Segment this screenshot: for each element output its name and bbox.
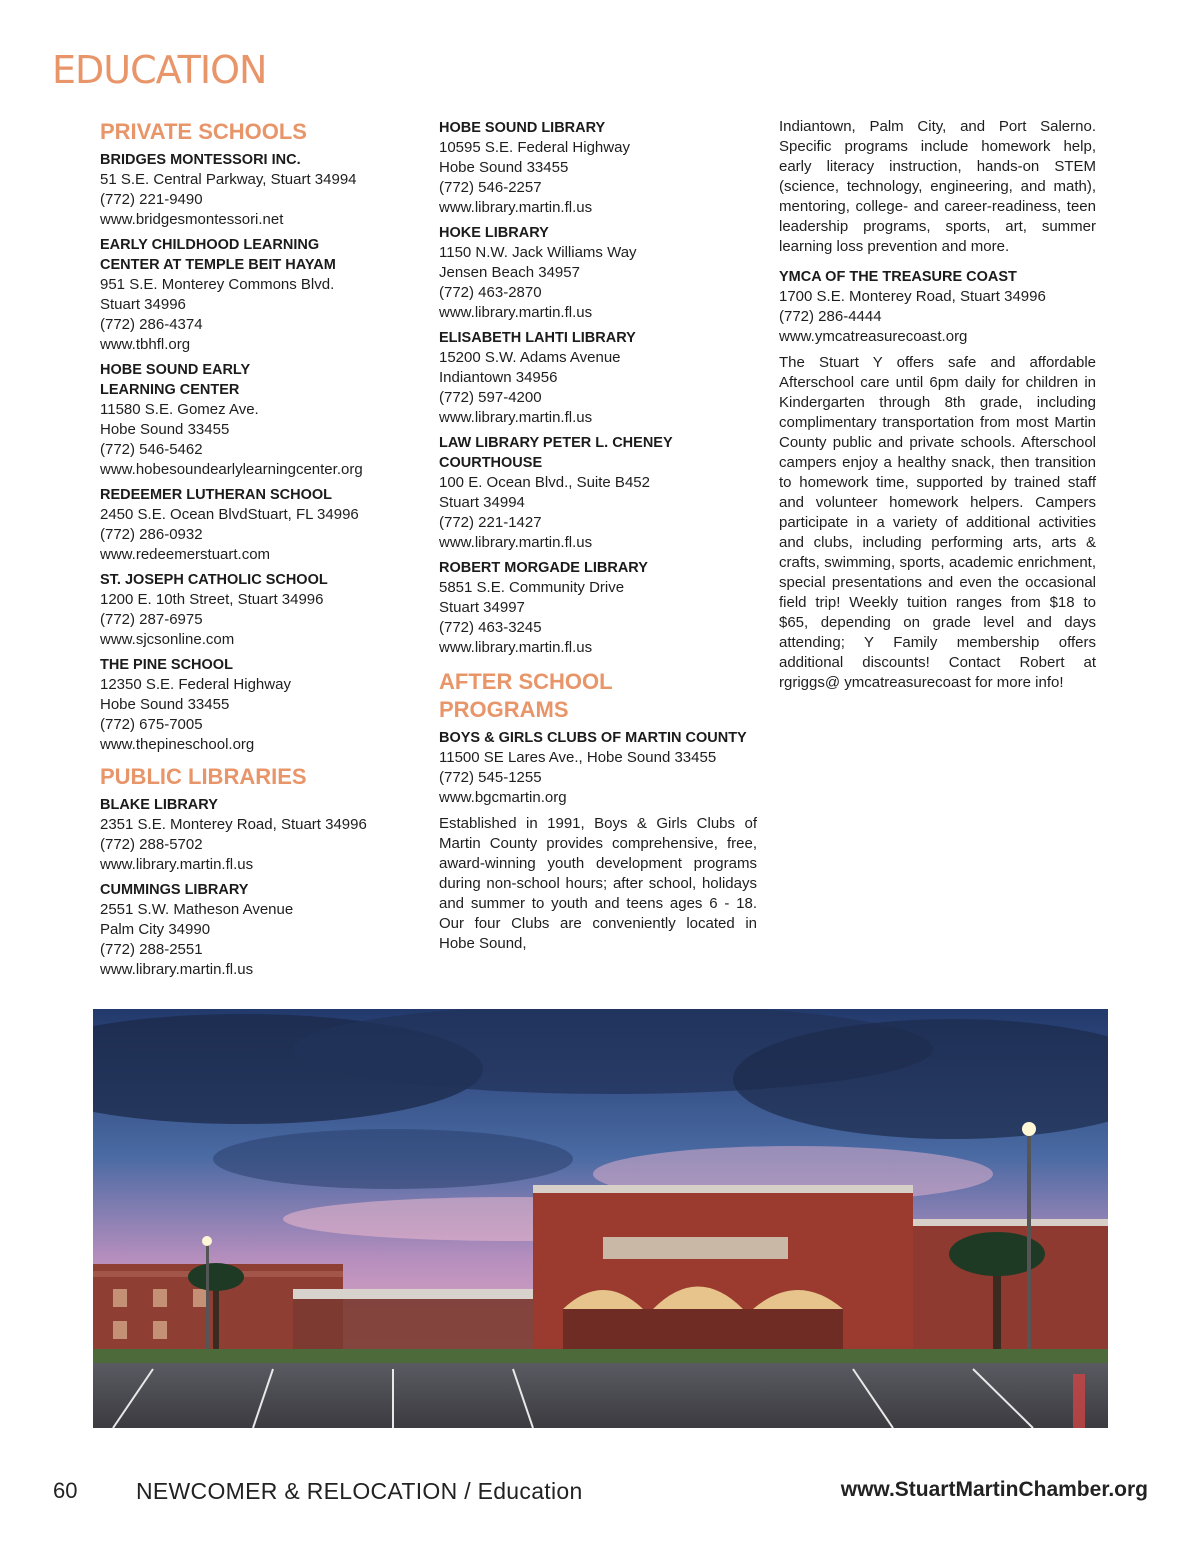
ymca-paragraph: The Stuart Y offers safe and affordable Afterschool care until 6pm daily for children in Kindergarten through 8th grade, including complimentary transportation from most Martin County public and private schools. Afterschool campers enjoy a healthy snack, then transition to homework time, supported by trained staff and volunteer homework helpers. Campers participate in a variety of additional activities and clubs, including performing arts, arts & crafts, swimming, sports, academic enrichment, special presentations and even the occasional field trip! Weekly tuition ranges from $18 to $65, depending on grade level and days attending; Y Family membership offers additional discounts! Contact Robert at rgriggs@ ymcatreasurecoast for more info! xyxy=(779,354,1096,691)
column-3 xyxy=(779,118,1096,703)
entry-name: THE PINE SCHOOL xyxy=(100,657,233,673)
school-building-photo xyxy=(93,1009,1108,1428)
entry-name: LAW LIBRARY PETER L. CHENEY xyxy=(439,435,673,451)
entry-detail: (772) 221-1427 xyxy=(439,514,542,531)
entry-detail: 2351 S.E. Monterey Road, Stuart 34996 xyxy=(100,816,367,833)
entry-name: LEARNING CENTER xyxy=(100,382,240,398)
entry-detail: (772) 463-2870 xyxy=(439,284,542,301)
entry-detail: Jensen Beach 34957 xyxy=(439,264,580,281)
private-schools-list xyxy=(100,150,420,755)
entry-name: CUMMINGS LIBRARY xyxy=(100,882,249,898)
entry-detail: (772) 463-3245 xyxy=(439,619,542,636)
entry-website-link[interactable]: www.library.martin.fl.us xyxy=(439,199,593,216)
entry-website-link[interactable]: www.library.martin.fl.us xyxy=(100,856,254,873)
entry-name: HOBE SOUND EARLY xyxy=(100,362,251,378)
page-number: 60 xyxy=(53,1478,78,1503)
page-title: EDUCATION xyxy=(52,48,267,92)
entry-detail: (772) 287-6975 xyxy=(100,611,203,628)
directory-entry xyxy=(439,433,757,553)
directory-entry xyxy=(100,570,420,650)
entry-name: HOBE SOUND LIBRARY xyxy=(439,120,606,136)
entry-website-link[interactable]: www.hobesoundearlylearningcenter.org xyxy=(100,461,363,478)
entry-website-link[interactable]: www.library.martin.fl.us xyxy=(100,961,254,978)
entry-detail: 15200 S.W. Adams Avenue xyxy=(439,349,621,366)
column-2 xyxy=(439,118,757,964)
entry-website-link[interactable]: www.thepineschool.org xyxy=(100,736,255,753)
entry-website-link[interactable]: www.library.martin.fl.us xyxy=(439,304,593,321)
entry-detail: (772) 286-4444 xyxy=(779,308,882,325)
footer-title: NEWCOMER & RELOCATION / Education xyxy=(136,1478,583,1504)
entry-detail: 1200 E. 10th Street, Stuart 34996 xyxy=(100,591,324,608)
after-school-entry xyxy=(439,728,757,808)
entry-detail: 1700 S.E. Monterey Road, Stuart 34996 xyxy=(779,288,1046,305)
entry-website-link[interactable]: www.tbhfl.org xyxy=(100,336,191,353)
entry-detail: 11580 S.E. Gomez Ave. xyxy=(100,401,259,418)
entry-detail: 2551 S.W. Matheson Avenue xyxy=(100,901,294,918)
entry-name: ROBERT MORGADE LIBRARY xyxy=(439,560,648,576)
ymca-entry xyxy=(779,267,1096,347)
entry-name: BOYS & GIRLS CLUBS OF MARTIN COUNTY xyxy=(439,730,747,746)
entry-name: EARLY CHILDHOOD LEARNING xyxy=(100,237,320,253)
directory-entry xyxy=(439,223,757,323)
entry-detail: 5851 S.E. Community Drive xyxy=(439,579,625,596)
entry-detail: 51 S.E. Central Parkway, Stuart 34994 xyxy=(100,171,357,188)
libraries-list xyxy=(439,118,757,658)
entry-detail: (772) 546-2257 xyxy=(439,179,542,196)
entry-detail: (772) 288-5702 xyxy=(100,836,203,853)
public-libraries-list xyxy=(100,795,420,980)
bgc-paragraph: Established in 1991, Boys & Girls Clubs of Martin County provides comprehensive, free, award-winning youth development programs during non-school hours; after school, holidays and summer to youth and teens ages 6 - 18. Our four Clubs are conveniently located in Hobe Sound, xyxy=(439,815,757,952)
entry-website-link[interactable]: www.bridgesmontessori.net xyxy=(100,211,284,228)
entry-name: BLAKE LIBRARY xyxy=(100,797,218,813)
entry-detail: Indiantown 34956 xyxy=(439,369,558,386)
entry-detail: (772) 597-4200 xyxy=(439,389,542,406)
entry-website-link[interactable]: www.sjcsonline.com xyxy=(100,631,235,648)
entry-name: CENTER AT TEMPLE BEIT HAYAM xyxy=(100,257,336,273)
entry-detail: Stuart 34997 xyxy=(439,599,525,616)
entry-detail: Hobe Sound 33455 xyxy=(100,696,230,713)
entry-detail: 2450 S.E. Ocean BlvdStuart, FL 34996 xyxy=(100,506,359,523)
directory-entry xyxy=(100,360,420,480)
entry-detail: 951 S.E. Monterey Commons Blvd. xyxy=(100,276,335,293)
entry-detail: Stuart 34994 xyxy=(439,494,525,511)
directory-entry xyxy=(100,150,420,230)
directory-entry xyxy=(439,558,757,658)
after-school-heading-line: PROGRAMS xyxy=(439,697,569,722)
directory-entry xyxy=(100,485,420,565)
entry-detail: (772) 675-7005 xyxy=(100,716,203,733)
entry-name: ST. JOSEPH CATHOLIC SCHOOL xyxy=(100,572,328,588)
entry-detail: (772) 286-4374 xyxy=(100,316,203,333)
entry-website-link[interactable]: www.redeemerstuart.com xyxy=(100,546,271,563)
entry-detail: 10595 S.E. Federal Highway xyxy=(439,139,630,156)
entry-detail: Hobe Sound 33455 xyxy=(439,159,569,176)
entry-detail: (772) 286-0932 xyxy=(100,526,203,543)
school-building-illustration xyxy=(93,1009,1108,1428)
after-school-heading-line: AFTER SCHOOL xyxy=(439,669,613,694)
section-heading-after-school xyxy=(439,668,757,724)
directory-entry xyxy=(439,328,757,428)
entry-detail: (772) 221-9490 xyxy=(100,191,203,208)
entry-detail: (772) 288-2551 xyxy=(100,941,203,958)
entry-website-link[interactable]: www.bgcmartin.org xyxy=(439,789,567,806)
entry-detail: 11500 SE Lares Ave., Hobe Sound 33455 xyxy=(439,749,717,766)
entry-detail: Stuart 34996 xyxy=(100,296,186,313)
entry-detail: (772) 545-1255 xyxy=(439,769,542,786)
entry-name: HOKE LIBRARY xyxy=(439,225,549,241)
entry-detail: (772) 546-5462 xyxy=(100,441,203,458)
column-1 xyxy=(100,118,420,985)
entry-detail: Hobe Sound 33455 xyxy=(100,421,230,438)
entry-website-link[interactable]: www.ymcatreasurecoast.org xyxy=(779,328,968,345)
section-heading-private-schools: PRIVATE SCHOOLS xyxy=(100,119,307,144)
entry-website-link[interactable]: www.library.martin.fl.us xyxy=(439,409,593,426)
entry-website-link[interactable]: www.library.martin.fl.us xyxy=(439,534,593,551)
entry-detail: 1150 N.W. Jack Williams Way xyxy=(439,244,637,261)
entry-website-link[interactable]: www.library.martin.fl.us xyxy=(439,639,593,656)
bgc-paragraph-continued: Indiantown, Palm City, and Port Salerno. Specific programs include homework help, early literacy instruction, hands-on STEM (science, technology, engineering, and math), mentoring, college- and career-readiness, teen leadership programs, sports, art, summer learning loss prevention and more. xyxy=(779,118,1096,255)
entry-name: REDEEMER LUTHERAN SCHOOL xyxy=(100,487,333,503)
directory-entry xyxy=(100,655,420,755)
directory-entry xyxy=(100,235,420,355)
entry-detail: 100 E. Ocean Blvd., Suite B452 xyxy=(439,474,650,491)
directory-entry xyxy=(439,728,757,808)
entry-name: BRIDGES MONTESSORI INC. xyxy=(100,152,301,168)
footer-url-link[interactable]: www.StuartMartinChamber.org xyxy=(840,1478,1148,1501)
entry-detail: Palm City 34990 xyxy=(100,921,211,938)
directory-entry xyxy=(100,880,420,980)
entry-detail: 12350 S.E. Federal Highway xyxy=(100,676,291,693)
directory-entry xyxy=(100,795,420,875)
entry-name: ELISABETH LAHTI LIBRARY xyxy=(439,330,636,346)
directory-entry xyxy=(779,267,1096,347)
entry-name: YMCA OF THE TREASURE COAST xyxy=(779,269,1017,285)
entry-name: COURTHOUSE xyxy=(439,455,543,471)
section-heading-public-libraries: PUBLIC LIBRARIES xyxy=(100,764,307,789)
directory-entry xyxy=(439,118,757,218)
